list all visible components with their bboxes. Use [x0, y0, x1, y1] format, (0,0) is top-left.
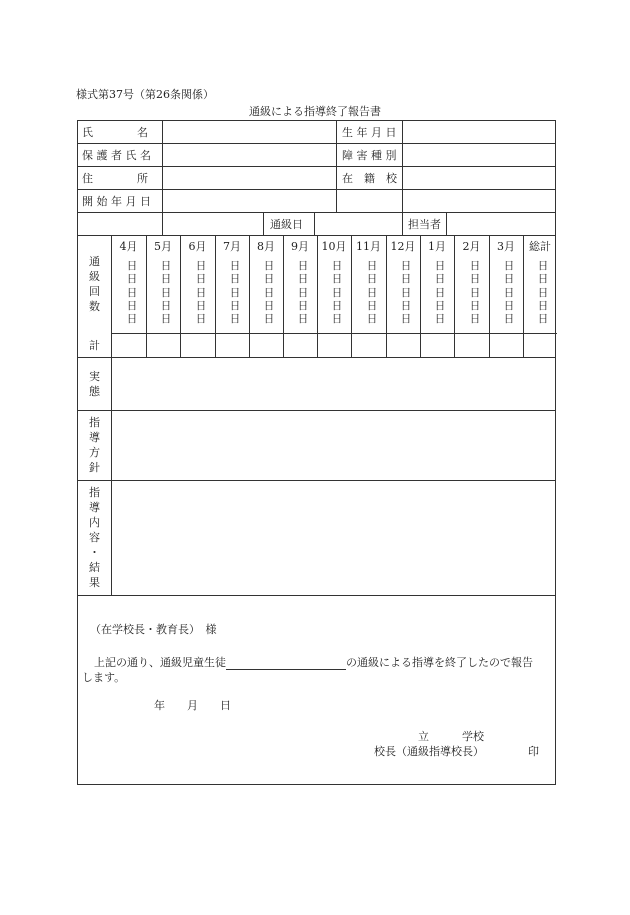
page-title: 通級による指導終了報告書 — [249, 105, 381, 118]
day-mark: 日 — [126, 313, 138, 326]
day-mark: 日 — [160, 313, 172, 326]
day-mark: 日 — [160, 299, 172, 312]
start-date-row-field[interactable] — [162, 213, 263, 235]
birth-date-label: 生 年 月 日 — [342, 126, 397, 139]
day-mark: 日 — [469, 286, 481, 299]
month-header-7: 10月 — [321, 240, 347, 253]
label-char: 指 — [89, 416, 100, 429]
day-mark: 日 — [195, 273, 207, 286]
start-date-label: 開 始 年 月 日 — [82, 195, 151, 208]
guidance-policy-field[interactable] — [112, 411, 557, 480]
day-mark: 日 — [160, 286, 172, 299]
day-mark: 日 — [297, 286, 309, 299]
day-mark: 日 — [263, 273, 275, 286]
enrolled-school-label: 在 籍 校 — [342, 172, 397, 185]
addressee: （在学校長・教育長） 様 — [90, 623, 217, 636]
start-date-field[interactable] — [162, 190, 336, 212]
day-mark: 日 — [366, 286, 378, 299]
day-mark: 日 — [503, 260, 515, 272]
day-mark: 日 — [195, 286, 207, 299]
day-mark: 日 — [434, 313, 446, 326]
name-label: 氏 名 — [82, 126, 148, 139]
day-mark: 日 — [160, 273, 172, 286]
disability-type-field[interactable] — [402, 144, 557, 166]
tsukyu-day-field[interactable] — [314, 213, 402, 235]
day-mark: 日 — [400, 299, 412, 312]
day-mark: 日 — [503, 286, 515, 299]
day-mark: 日 — [195, 260, 207, 272]
month-total-cell[interactable] — [249, 334, 283, 357]
label-char: 方 — [89, 446, 100, 459]
day-mark: 日 — [434, 299, 446, 312]
label-char: 導 — [89, 431, 100, 444]
month-header-9: 12月 — [390, 240, 416, 253]
month-total-cell[interactable] — [523, 334, 557, 357]
label-char: 結 — [89, 561, 100, 574]
label-char: 通 — [89, 255, 100, 268]
guidance-policy-label — [78, 410, 111, 480]
label-char: 数 — [89, 300, 100, 313]
label-char: ・ — [89, 546, 100, 559]
statement-prefix: 上記の通り、通級児童生徒 — [94, 656, 226, 669]
label-char: 態 — [89, 384, 100, 398]
label-char: 級 — [89, 270, 100, 283]
label-char: 指 — [89, 486, 100, 499]
month-header-1: 4月 — [119, 240, 138, 253]
day-mark: 日 — [195, 299, 207, 312]
day-mark: 日 — [229, 273, 241, 286]
statement-suffix: の通級による指導を終了したので報告 — [346, 656, 533, 669]
month-total-cell[interactable] — [420, 334, 454, 357]
address-field[interactable] — [162, 167, 336, 189]
day-mark: 日 — [469, 273, 481, 286]
day-mark: 日 — [331, 260, 343, 272]
month-header-13: 総計 — [529, 240, 551, 253]
day-mark: 日 — [366, 260, 378, 272]
school-name-line: 立 学校 — [418, 730, 484, 743]
day-mark: 日 — [537, 273, 549, 286]
month-total-cell[interactable] — [317, 334, 351, 357]
day-mark: 日 — [229, 286, 241, 299]
day-mark: 日 — [366, 313, 378, 326]
month-header-11: 2月 — [462, 240, 481, 253]
day-mark: 日 — [229, 299, 241, 312]
disability-type-label: 障 害 種 別 — [342, 149, 397, 162]
day-mark: 日 — [537, 299, 549, 312]
form-id: 様式第37号（第26条関係） — [76, 88, 214, 101]
principal-title: 校長（通級指導校長） — [374, 745, 484, 758]
label-char: 計 — [89, 338, 100, 352]
teacher-label: 担当者 — [408, 218, 441, 231]
day-mark: 日 — [366, 273, 378, 286]
day-mark: 日 — [126, 299, 138, 312]
day-mark: 日 — [400, 273, 412, 286]
day-mark: 日 — [331, 313, 343, 326]
month-header-4: 7月 — [223, 240, 241, 253]
total-label — [78, 333, 111, 357]
name-field[interactable] — [162, 121, 336, 143]
day-mark: 日 — [537, 313, 549, 326]
day-mark: 日 — [503, 313, 515, 326]
label-char: 実 — [89, 369, 100, 383]
label-char: 果 — [89, 576, 100, 589]
day-mark: 日 — [400, 260, 412, 272]
label-char: 導 — [89, 501, 100, 514]
label-char: 回 — [89, 285, 100, 298]
month-header-6: 9月 — [291, 240, 309, 253]
enrolled-school-field[interactable] — [402, 167, 557, 189]
day-mark: 日 — [297, 260, 309, 272]
day-mark: 日 — [297, 299, 309, 312]
month-total-cell[interactable] — [351, 334, 386, 357]
guardian-name-label: 保 護 者 氏 名 — [82, 149, 151, 162]
label-char: 針 — [89, 461, 100, 474]
address-label: 住 所 — [82, 172, 148, 185]
day-mark: 日 — [537, 260, 549, 272]
day-mark: 日 — [229, 260, 241, 272]
status-field[interactable] — [112, 358, 557, 410]
day-mark: 日 — [434, 260, 446, 272]
day-mark: 日 — [400, 313, 412, 326]
day-mark: 日 — [263, 313, 275, 326]
month-total-cell[interactable] — [111, 334, 146, 357]
month-header-10: 1月 — [428, 240, 446, 253]
guidance-content-label — [78, 480, 111, 595]
day-mark: 日 — [503, 299, 515, 312]
day-mark: 日 — [331, 299, 343, 312]
label-char: 内 — [89, 516, 100, 529]
month-header-12: 3月 — [497, 240, 515, 253]
day-mark: 日 — [469, 260, 481, 272]
day-mark: 日 — [469, 299, 481, 312]
day-mark: 日 — [229, 313, 241, 326]
day-mark: 日 — [263, 299, 275, 312]
day-mark: 日 — [263, 286, 275, 299]
student-name-blank[interactable] — [226, 657, 346, 670]
day-mark: 日 — [263, 260, 275, 272]
guardian-name-field[interactable] — [162, 144, 336, 166]
report-statement — [94, 654, 533, 670]
tsukyu-day-label: 通級日 — [270, 218, 303, 231]
day-mark: 日 — [126, 260, 138, 272]
month-header-2: 5月 — [154, 240, 172, 253]
month-total-cell[interactable] — [180, 334, 215, 357]
status-label — [78, 357, 111, 410]
month-header-5: 8月 — [257, 240, 275, 253]
day-mark: 日 — [366, 299, 378, 312]
day-mark: 日 — [400, 286, 412, 299]
month-total-cell[interactable] — [489, 334, 523, 357]
day-mark: 日 — [434, 273, 446, 286]
month-header-8: 11月 — [356, 240, 381, 253]
month-total-cell[interactable] — [386, 334, 420, 357]
seal-mark: 印 — [528, 745, 539, 758]
month-total-cell[interactable] — [215, 334, 249, 357]
day-mark: 日 — [195, 313, 207, 326]
day-mark: 日 — [126, 273, 138, 286]
guidance-content-field[interactable] — [112, 481, 557, 595]
day-mark: 日 — [297, 273, 309, 286]
teacher-field[interactable] — [446, 213, 557, 235]
report-statement-line2: します。 — [82, 671, 126, 684]
month-header-3: 6月 — [188, 240, 207, 253]
month-total-cell[interactable] — [454, 334, 489, 357]
day-mark: 日 — [126, 286, 138, 299]
month-total-cell[interactable] — [283, 334, 317, 357]
day-mark: 日 — [434, 286, 446, 299]
day-mark: 日 — [331, 273, 343, 286]
day-mark: 日 — [537, 286, 549, 299]
day-mark: 日 — [331, 286, 343, 299]
attendance-count-label — [78, 235, 111, 333]
label-char: 容 — [89, 531, 100, 544]
report-form-table — [77, 120, 556, 785]
day-mark: 日 — [160, 260, 172, 272]
day-mark: 日 — [503, 273, 515, 286]
day-mark: 日 — [469, 313, 481, 326]
month-total-cell[interactable] — [146, 334, 180, 357]
report-date: 年 月 日 — [154, 699, 231, 712]
day-mark: 日 — [297, 313, 309, 326]
birth-date-field[interactable] — [402, 121, 557, 143]
